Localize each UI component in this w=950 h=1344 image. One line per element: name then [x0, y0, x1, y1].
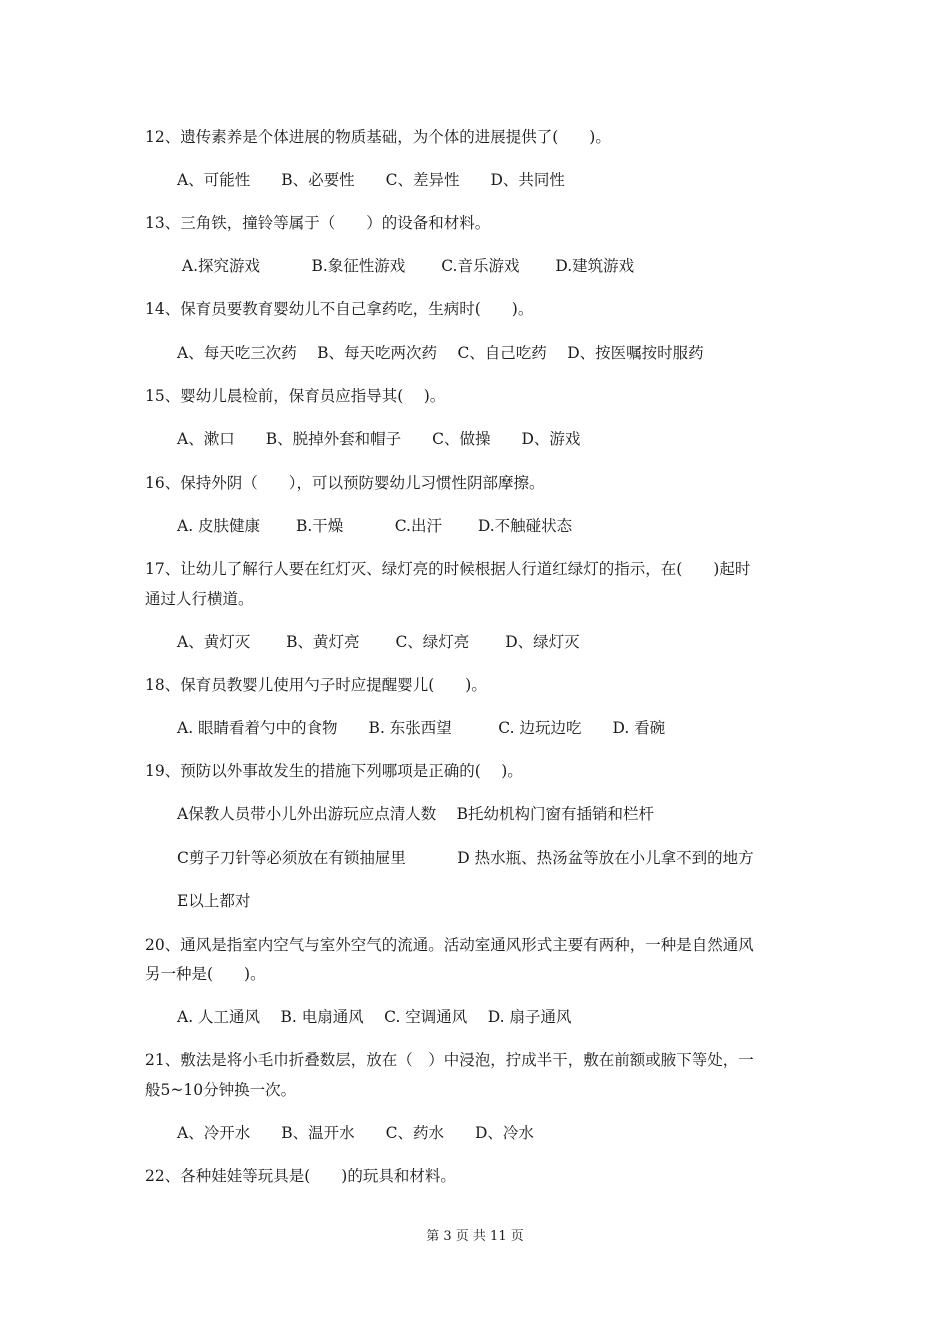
question-20-line-2: 另一种是( )。 [145, 965, 266, 983]
question-16: 16、保持外阴（ ），可以预防婴幼儿习惯性阴部摩擦。 [145, 474, 545, 492]
question-17-line-2: 通过人行横道。 [145, 590, 254, 608]
question-15-options: A、漱口 B、脱掉外套和帽子 C、做操 D、游戏 [177, 430, 581, 448]
question-22: 22、各种娃娃等玩具是( )的玩具和材料。 [145, 1167, 456, 1185]
question-13-options: A.探究游戏 B.象征性游戏 C.音乐游戏 D.建筑游戏 [177, 257, 635, 275]
question-19-option-e: E以上都对 [177, 892, 251, 910]
question-16-options: A. 皮肤健康 B.干燥 C.出汗 D.不触碰状态 [177, 517, 573, 535]
question-15: 15、婴幼儿晨检前，保育员应指导其( )。 [145, 387, 446, 405]
question-20-options: A. 人工通风 B. 电扇通风 C. 空调通风 D. 扇子通风 [177, 1008, 572, 1026]
question-21-line-2: 般5~10分钟换一次。 [145, 1081, 297, 1099]
question-21-options: A、冷开水 B、温开水 C、药水 D、冷水 [177, 1124, 534, 1142]
question-14: 14、保育员要教育婴幼儿不自己拿药吃，生病时( )。 [145, 300, 534, 318]
question-17-line-1: 17、让幼儿了解行人要在红灯灭、绿灯亮的时候根据人行道红绿灯的指示，在( )起时 [145, 560, 751, 578]
question-19: 19、预防以外事故发生的措施下列哪项是正确的( )。 [145, 762, 523, 780]
question-19-options-ab: A保教人员带小儿外出游玩应点清人数 B托幼机构门窗有插销和栏杆 [177, 805, 655, 823]
question-13: 13、三角铁，撞铃等属于（ ）的设备和材料。 [145, 214, 491, 232]
question-19-options-cd: C剪子刀针等必须放在有锁抽屉里 D 热水瓶、热汤盆等放在小儿拿不到的地方 [177, 849, 754, 867]
question-17-options: A、黄灯灭 B、黄灯亮 C、绿灯亮 D、绿灯灭 [177, 633, 580, 651]
question-21-line-1: 21、敷法是将小毛巾折叠数层，放在（ ）中浸泡，拧成半干，敷在前额或腋下等处，一 [145, 1051, 754, 1069]
question-12: 12、遗传素养是个体进展的物质基础，为个体的进展提供了( )。 [145, 128, 611, 146]
question-14-options: A、每天吃三次药 B、每天吃两次药 C、自己吃药 D、按医嘱按时服药 [177, 344, 704, 362]
question-18-options: A. 眼睛看着勺中的食物 B. 东张西望 C. 边玩边吃 D. 看碗 [177, 719, 666, 737]
question-20-line-1: 20、通风是指室内空气与室外空气的流通。活动室通风形式主要有两种，一种是自然通风 [145, 936, 754, 954]
question-12-options: A、可能性 B、必要性 C、差异性 D、共同性 [177, 171, 565, 189]
question-18: 18、保育员教婴儿使用勺子时应提醒婴儿( )。 [145, 676, 487, 694]
page-footer: 第 3 页 共 11 页 [426, 1229, 524, 1244]
